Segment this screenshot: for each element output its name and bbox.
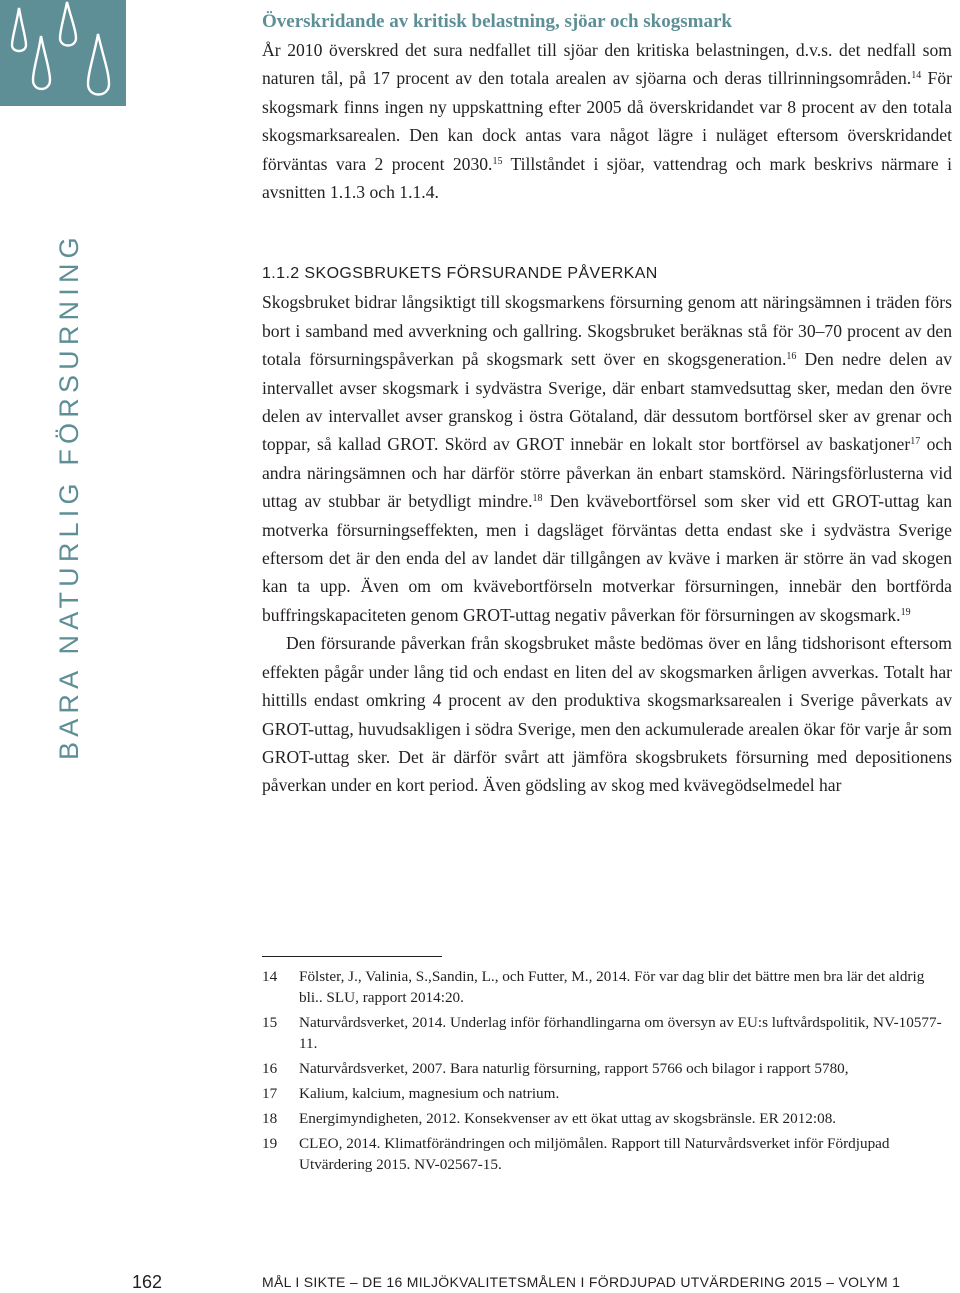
footnote-text: Naturvårdsverket, 2014. Underlag inför förhandlingarna om översyn av EU:s luftvårdspolitik, NV-10577-11.	[299, 1014, 942, 1052]
paragraph	[262, 36, 952, 206]
footnote-number: 18	[262, 1110, 278, 1127]
footnote	[262, 1083, 942, 1104]
text-run: Skogsbruket bidrar långsiktigt till skogsmarkens försurning genom att näringsämnen i träden förs bort i samband med avverkning och gallring. Skogsbruket beräknas stå för 30–70 procent av den totala försurningspåverkan på skogsmark sett över en skogsgeneration.	[262, 292, 952, 370]
footnote-text: Energimyndigheten, 2012. Konsekvenser av ett ökat uttag av skogsbränsle. ER 2012:08.	[299, 1110, 837, 1127]
footnote	[262, 966, 942, 1008]
section-heading: Överskridande av kritisk belastning, sjöar och skogsmark	[262, 11, 732, 32]
footnote-number: 17	[262, 1085, 278, 1102]
text-run: Tillståndet i sjöar, vattendrag och mark beskrivs närmare i avsnitten 1.1.3 och 1.1.4.	[262, 153, 952, 203]
footnote	[262, 1012, 942, 1054]
section-acidification-exceedance	[262, 8, 952, 206]
paragraph	[262, 288, 952, 629]
footnote	[262, 1108, 942, 1129]
footnotes	[262, 966, 942, 1179]
footnote-text: CLEO, 2014. Klimatförändringen och miljömålen. Rapport till Naturvårdsverket inför Fördjupad Utvärdering 2015. NV-02567-15.	[299, 1135, 890, 1173]
text-run: År 2010 överskred det sura nedfallet till sjöar den kritiska belastningen, d.v.s. det nedfall som naturen tål, på 17 procent av den totala arealen av sjöarna och deras tillrinningsområden.	[262, 40, 952, 89]
raindrops-icon	[0, 0, 126, 106]
section-heading: 1.1.2 SKOGSBRUKETS FÖRSURANDE PÅVERKAN	[262, 265, 658, 282]
footnote	[262, 1133, 942, 1175]
text-run: och andra näringsämnen och har därför större påverkan än enbart stamskörd. Näringsförlusterna vid uttag av stubbar är betydligt mindre.	[262, 434, 952, 512]
footnote-ref: 19	[900, 606, 911, 618]
running-footer: MÅL I SIKTE – DE 16 MILJÖKVALITETSMÅLEN I FÖRDJUPAD UTVÄRDERING 2015 – VOLYM 1	[262, 1274, 901, 1290]
footnote-text: Fölster, J., Valinia, S.,Sandin, L., och Futter, M., 2014. För var dag blir det bättre men bra lär det aldrig bli.. SLU, rapport 2014:20.	[299, 968, 925, 1006]
text-run: För skogsmark finns ingen ny uppskattning efter 2005 då överskridandet var 8 procent av den totala skogsmarksarealen. Den kan dock antas vara något lägre i nuläget eftersom överskridandet förväntas vara 2 procent 2030.	[262, 68, 952, 174]
page-number: 162	[132, 1272, 163, 1292]
footnote-ref: 18	[532, 493, 543, 505]
footnote	[262, 1058, 942, 1079]
text-run: Den kvävebortförsel som sker vid ett GROT-uttag kan motverka försurningseffekten, men i dagsläget förväntas detta endast ske i sydvästra Sverige eftersom det är den enda del av landet där tillgången av kväve i marken är större än vad skogen kan ta upp. Även om om kvävebortförseln motverkar försurningen, innebär den bortförda buffringskapaciteten genom GROT-uttag negativ påverkan för försurningen av skogsmark.	[262, 491, 952, 625]
footnote-text: Naturvårdsverket, 2007. Bara naturlig försurning, rapport 5766 och bilagor i rapport 5780,	[299, 1060, 849, 1077]
footnote-ref: 17	[910, 436, 921, 448]
footnote-number: 14	[262, 968, 278, 985]
text-run: Den nedre delen av intervallet avser skogsmark i sydvästra Sverige, där enbart stamvedsuttag sker, medan den övre delen av intervallet avser granskog i östra Götaland, där dessutom bortförsel sker av grenar och toppar, så kallad GROT. Skörd av GROT innebär en lokalt stor bortförsel av baskatjoner	[262, 349, 952, 455]
footnote-ref: 15	[492, 155, 503, 167]
footnote-number: 15	[262, 1014, 278, 1031]
footnote-text: Kalium, kalcium, magnesium och natrium.	[299, 1085, 560, 1102]
side-label: BARA NATURLIG FÖRSURNING	[54, 232, 84, 760]
footnote-ref: 14	[911, 70, 922, 82]
section-forestry-acidification	[262, 260, 952, 800]
footnote-divider	[262, 956, 442, 957]
footnote-number: 16	[262, 1060, 278, 1077]
footnote-number: 19	[262, 1135, 278, 1152]
footnote-ref: 16	[786, 351, 797, 363]
paragraph: Den försurande påverkan från skogsbruket måste bedömas över en lång tidshorisont eftersom effekten pågår under lång tid och endast en liten del av skogsmarken årligen avverkas. Totalt har hittills endast omkring 4 procent av den produktiva skogsmarksarealen i Sverige påverkats av GROT-uttag, huvudsakligen i södra Sverige, men den ackumulerade arealen ökar för varje år som GROT-uttag sker. Det är därför svårt att jämföra skogsbrukets försurning med depositionens påverkan under en kort period. Även gödsling av skog med kvävegödselmedel har	[262, 633, 952, 796]
